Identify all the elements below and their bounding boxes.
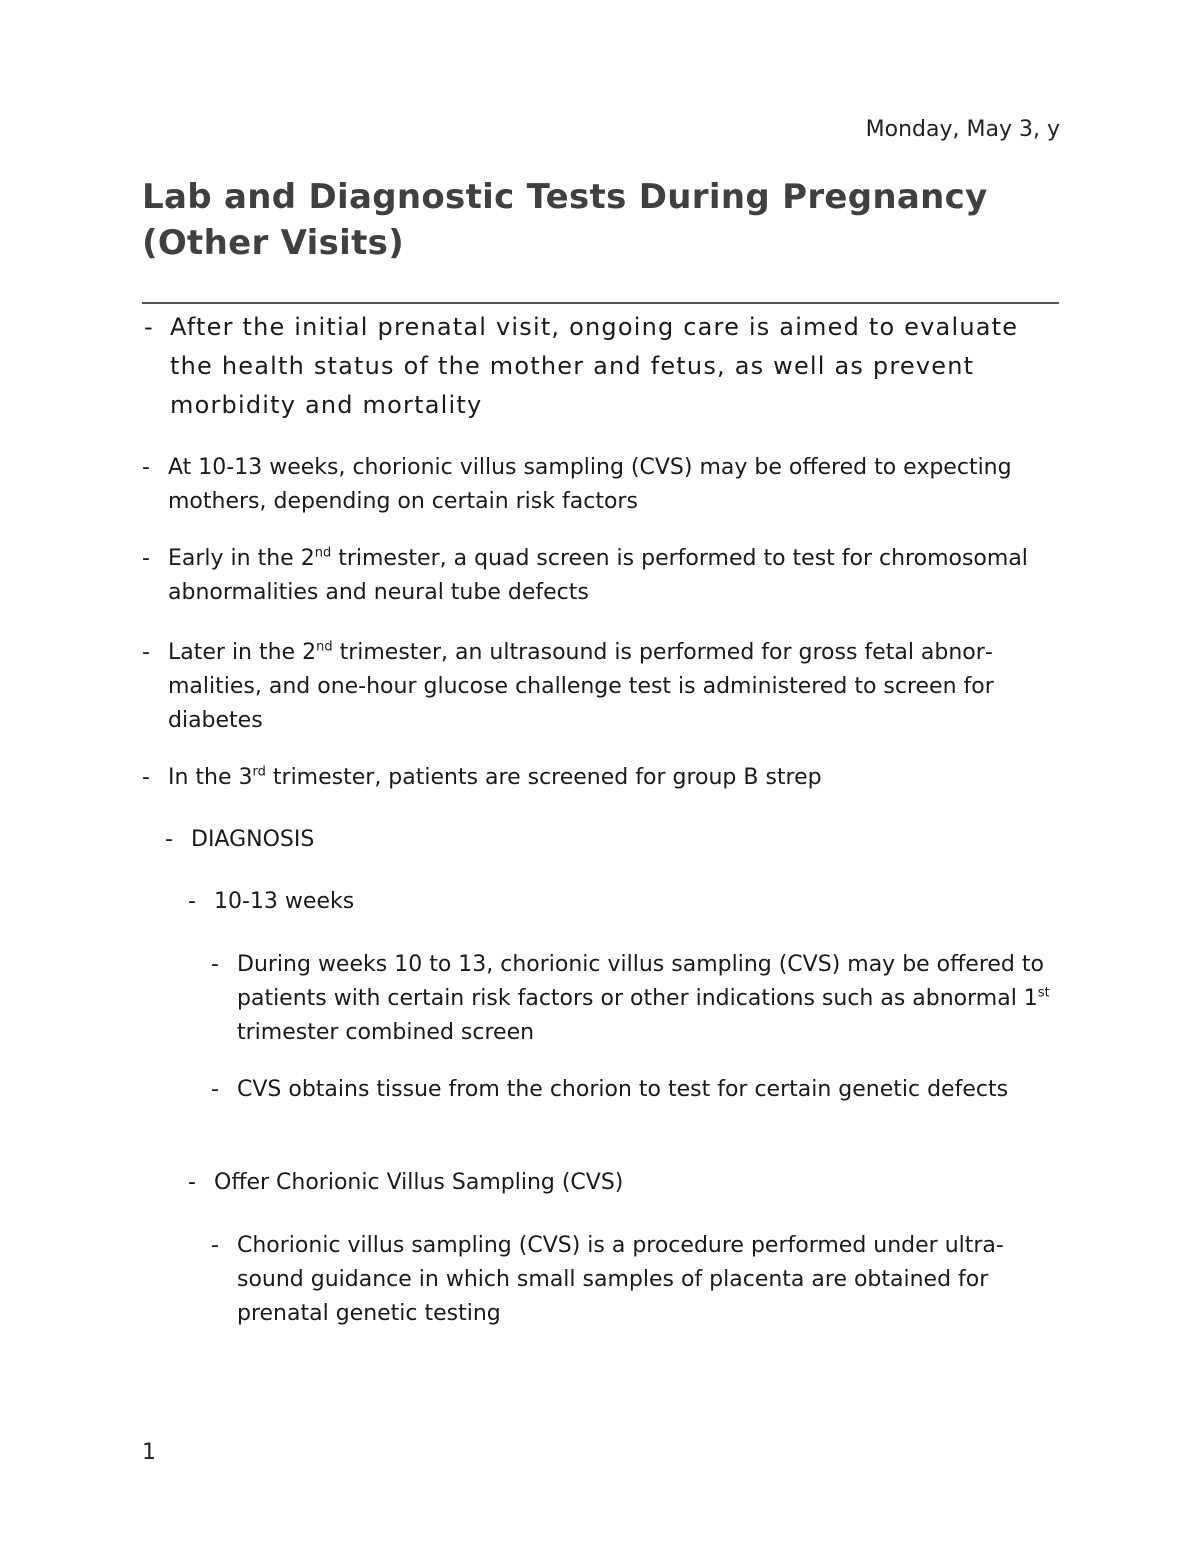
list-item-cvs-definition bbox=[211, 1229, 1062, 1331]
list-item-text: Offer Chorionic Villus Sampling (CVS) bbox=[214, 1170, 624, 1195]
list-item-text: 10-13 weeks bbox=[214, 889, 355, 914]
list-item-text: CVS obtains tissue from the chorion to test for certain genetic defects bbox=[237, 1077, 1009, 1102]
list-item-text-cont: trimester, a quad screen is performed to test for chromosomal abnormalities and neural tube defects bbox=[168, 546, 1028, 605]
list-item-diagnosis bbox=[165, 823, 1051, 857]
bullet-dash: - bbox=[211, 952, 219, 977]
title-divider bbox=[142, 302, 1059, 304]
list-item-text: During weeks 10 to 13, chorionic villus sampling (CVS) may be offered to patients with certain risk factors or other indications such as abnormal 1 bbox=[237, 952, 1044, 1011]
list-item-text: DIAGNOSIS bbox=[191, 827, 315, 852]
page-number: 1 bbox=[142, 1440, 156, 1465]
list-item-text-cont: trimester, patients are screened for group B strep bbox=[265, 765, 822, 790]
list-item-quad-screen bbox=[142, 542, 1058, 610]
bullet-dash: - bbox=[142, 546, 150, 571]
list-item-text: In the 3 bbox=[168, 765, 253, 790]
list-item-text: Chorionic villus sampling (CVS) is a procedure performed under ultrasound guidance in which small samples of placenta are obtained for prenatal genetic testing bbox=[237, 1233, 1004, 1326]
list-item-text: Early in the 2 bbox=[168, 546, 315, 571]
bullet-dash: - bbox=[144, 313, 154, 341]
list-item-cvs-tissue bbox=[211, 1073, 1062, 1107]
bullet-dash: - bbox=[211, 1233, 219, 1258]
ordinal-suffix: st bbox=[1037, 985, 1050, 1001]
list-item-text: After the initial prenatal visit, ongoing care is aimed to evaluate the health status of the mother and fetus, as well as prevent morbidity and mortality bbox=[170, 313, 1019, 419]
list-item-ultrasound bbox=[142, 636, 1058, 738]
bullet-dash: - bbox=[165, 827, 173, 852]
list-item-text: Later in the 2 bbox=[168, 640, 317, 665]
list-item-weeks-detail bbox=[211, 948, 1062, 1050]
bullet-dash: - bbox=[188, 889, 196, 914]
bullet-dash: - bbox=[142, 640, 150, 665]
list-item-text-cont: trimester combined screen bbox=[237, 1020, 535, 1045]
ordinal-suffix: rd bbox=[252, 764, 266, 780]
ordinal-suffix: nd bbox=[314, 545, 332, 561]
list-item-group-b bbox=[142, 761, 1058, 795]
page-title: Lab and Diagnostic Tests During Pregnancy (Other Visits) bbox=[142, 177, 988, 263]
ordinal-suffix: nd bbox=[316, 639, 333, 655]
list-item-offer-cvs bbox=[188, 1166, 1054, 1200]
bullet-dash: - bbox=[142, 765, 150, 790]
bullet-dash: - bbox=[142, 455, 150, 480]
list-item-cvs-offer bbox=[142, 451, 1053, 519]
list-item-weeks bbox=[188, 885, 1054, 919]
list-item-intro bbox=[144, 308, 1050, 425]
bullet-dash: - bbox=[211, 1077, 219, 1102]
bullet-dash: - bbox=[188, 1170, 196, 1195]
list-item-text: At 10-13 weeks, chorionic villus sampling (CVS) may be offered to expecting mothers, depending on certain risk factors bbox=[168, 455, 1012, 514]
list-item-text-cont: trimester, an ultrasound is performed for gross fetal abnormalities, and one-hour glucose challenge test is administered to screen for diabetes bbox=[168, 640, 994, 733]
date-header: Monday, May 3, y bbox=[865, 117, 1060, 142]
